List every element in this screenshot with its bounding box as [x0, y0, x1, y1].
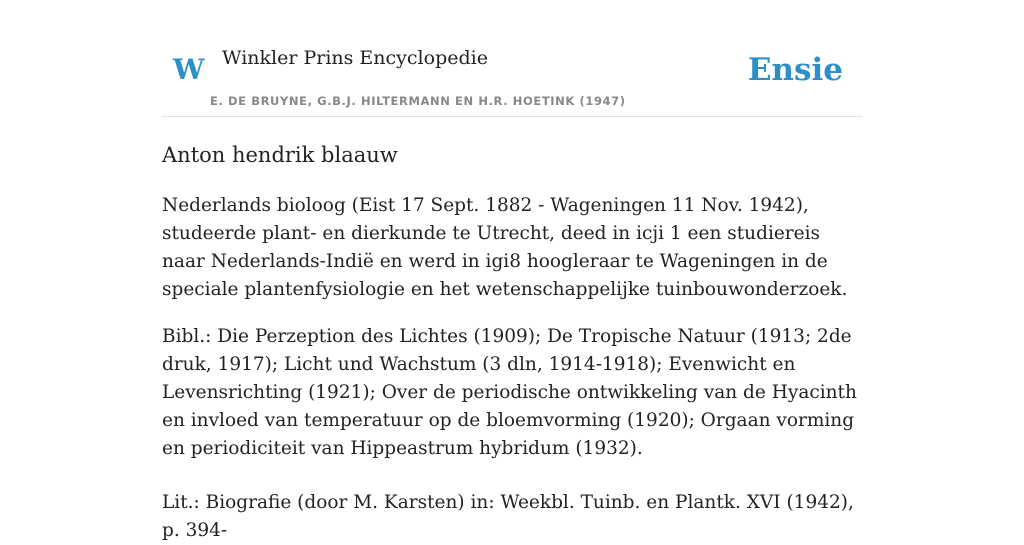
book-authors: E. DE BRUYNE, G.B.J. HILTERMANN EN H.R. HOETINK (1947) [210, 94, 626, 108]
ensie-logo[interactable]: Ensie [747, 52, 843, 88]
page-header [162, 0, 862, 117]
article [162, 134, 862, 545]
literature-paragraph: Lit.: Biografie (door M. Karsten) in: Weekbl. Tuinb. en Plantk. XVI (1942), p. 394- [162, 492, 854, 541]
winkler-prins-logo-icon[interactable]: W [173, 53, 205, 86]
article-title: Anton hendrik blaauw [162, 143, 398, 167]
book-title[interactable]: Winkler Prins Encyclopedie [222, 47, 488, 69]
bibliography-paragraph: Bibl.: Die Perzeption des Lichtes (1909); De Tropische Natuur (1913; 2de druk, 1917); Licht und Wachstum (3 dln, 1914-1918); Evenwicht en Levensrichting (1921); Over de periodische ontwikkeling van de Hyacinth en invloed van temperatuur op de bloemvorming (1920); Orgaan vorming en periodiciteit van Hippeastrum hybridum (1932). [162, 326, 857, 459]
article-paragraph: Nederlands bioloog (Eist 17 Sept. 1882 - Wageningen 11 Nov. 1942), studeerde plant- en dierkunde te Utrecht, deed in icji 1 een studiereis naar Nederlands-Indië en werd in igi8 hoogleraar te Wageningen in de speciale plantenfysiologie en het wetenschappelijke tuinbouwonderzoek. [162, 195, 848, 300]
